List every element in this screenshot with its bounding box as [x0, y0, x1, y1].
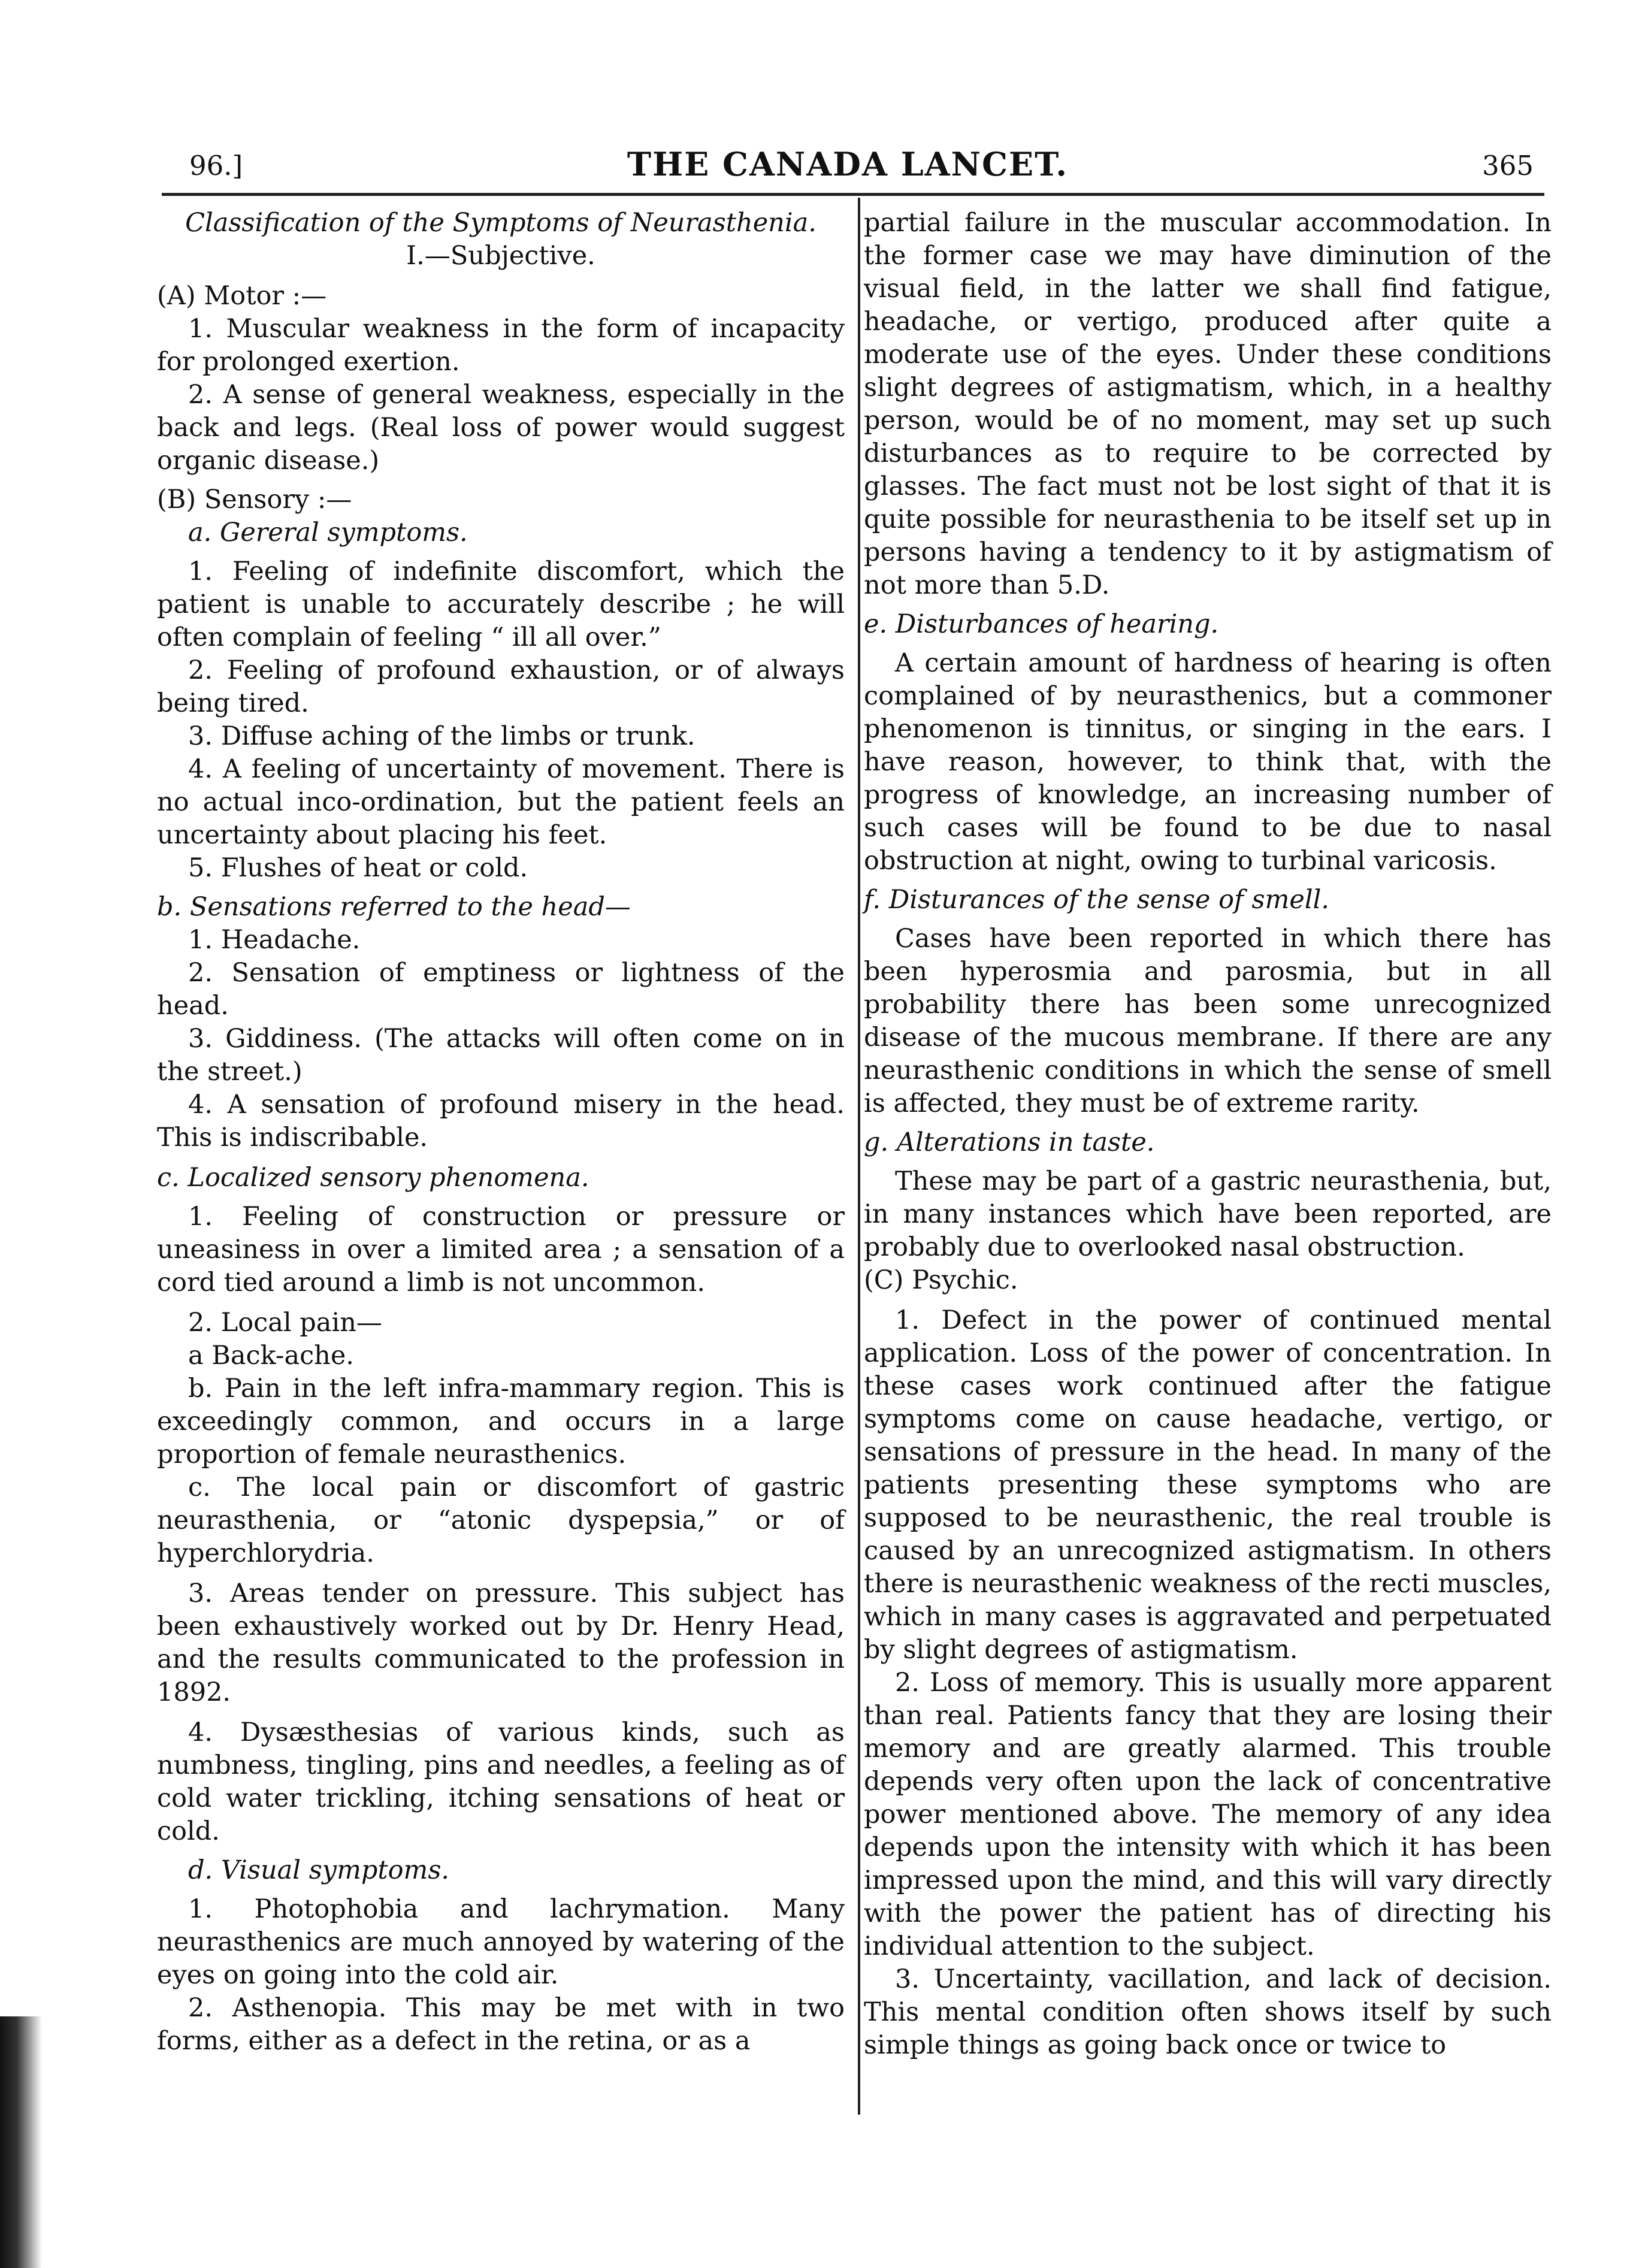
paragraph: c. The local pain or discomfort of gastric neurasthenia, or “atonic dyspepsia,” or of hyperchlorydria. [157, 1472, 845, 1568]
header-rule [162, 193, 1544, 196]
journal-title: THE CANADA LANCET. [627, 145, 1069, 183]
paragraph: 2. Loss of memory. This is usually more apparent than real. Patients fancy that they are losing their memory and are greatly alarmed. This trouble depends very often upon the lack of concentrative power mentioned above. The memory of any idea depends upon the intensity with which it has been impressed upon the mind, and this will vary directly with the power the patient has of directing his individual attention to the subject. [864, 1668, 1552, 1961]
paragraph: These may be part of a gastric neurasthenia, but, in many instances which have been reported, are probably due to overlooked nasal obstruction. [864, 1166, 1552, 1262]
paragraph: I.—Subjective. [406, 241, 595, 271]
paragraph: 5. Flushes of heat or cold. [188, 853, 528, 883]
paragraph: 4. Dysæsthesias of various kinds, such as numbness, tingling, pins and needles, a feeling as of cold water trickling, itching sensations of heat or cold. [157, 1717, 845, 1846]
paragraph: b. Sensations referred to the head— [157, 892, 631, 922]
paragraph: 2. Asthenopia. This may be met with in two forms, either as a defect in the retina, or as a [157, 1993, 845, 2056]
paragraph: (C) Psychic. [864, 1265, 1018, 1295]
paragraph: a Back-ache. [188, 1341, 354, 1371]
paragraph: 1. Photophobia and lachrymation. Many neurasthenics are much annoyed by watering of the eyes on going into the cold air. [157, 1894, 845, 1990]
scan-edge-shadow [0, 2016, 42, 2268]
paragraph: 4. A feeling of uncertainty of movement. There is no actual inco-ordination, but the patient feels an uncertainty about placing his feet. [157, 754, 845, 850]
paragraph: 4. A sensation of profound misery in the head. This is indiscribable. [157, 1090, 845, 1153]
paragraph: 3. Giddiness. (The attacks will often come on in the street.) [157, 1024, 845, 1087]
paragraph: 2. Local pain— [188, 1308, 382, 1338]
paragraph: a. Gereral symptoms. [188, 518, 468, 548]
paragraph: 2. Feeling of profound exhaustion, or of always being tired. [157, 655, 845, 718]
paragraph: c. Localized sensory phenomena. [157, 1163, 589, 1193]
paragraph: 1. Defect in the power of continued mental application. Loss of the power of concentration. In these cases work continued after the fatigue symptoms come on cause headache, vertigo, or sensations of pressure in the head. In many of the patients presenting these symptoms who are supposed to be neurasthenic, the real trouble is caused by an unrecognized astigmatism. In others there is neurasthenic weakness of the recti muscles, which in many cases is aggravated and perpetuated by slight degrees of astigmatism. [864, 1305, 1552, 1665]
page-number: 365 [1482, 150, 1534, 182]
paragraph: 2. A sense of general weakness, especially in the back and legs. (Real loss of power would suggest organic disease.) [157, 380, 845, 476]
paragraph: A certain amount of hardness of hearing is often complained of by neurasthenics, but a commoner phenomenon is tinnitus, or singing in the ears. I have reason, however, to think that, with the progress of knowledge, an increasing number of such cases will be found to be due to nasal obstruction at night, owing to turbinal varicosis. [864, 648, 1552, 876]
paragraph: (A) Motor :— [157, 281, 327, 311]
paragraph: Classification of the Symptoms of Neurasthenia. [185, 208, 817, 238]
paragraph: 1. Feeling of indefinite discomfort, which the patient is unable to accurately describe ; he will often complain of feeling “ ill all over.” [157, 557, 845, 652]
paragraph: 1. Muscular weakness in the form of incapacity for prolonged exertion. [157, 314, 845, 377]
header-volume-number: 96.] [189, 150, 243, 182]
paragraph: 3. Areas tender on pressure. This subject has been exhaustively worked out by Dr. Henry Head, and the results communicated to the profession in 1892. [157, 1578, 845, 1707]
paragraph: 3. Diffuse aching of the limbs or trunk. [188, 721, 695, 751]
paragraph: partial failure in the muscular accommodation. In the former case we may have diminution of the visual field, in the latter we shall find fatigue, headache, or vertigo, produced after quite a moderate use of the eyes. Under these conditions slight degrees of astigmatism, which, in a healthy person, would be of no moment, may set up such disturbances as to require to be corrected by glasses. The fact must not be lost sight of that it is quite possible for neurasthenia to be itself set up in persons having a tendency to it by astigmatism of not more than 5.D. [864, 208, 1552, 600]
paragraph: 3. Uncertainty, vacillation, and lack of decision. This mental condition often shows itself by such simple things as going back once or twice to [864, 1964, 1552, 2060]
paragraph: b. Pain in the left infra-mammary region. This is exceedingly common, and occurs in a large proportion of female neurasthenics. [157, 1374, 845, 1469]
column-divider [858, 198, 860, 2115]
paragraph: (B) Sensory :— [157, 485, 352, 515]
left-column [157, 207, 845, 2058]
running-header [162, 137, 1534, 190]
paragraph: 2. Sensation of emptiness or lightness of the head. [157, 958, 845, 1021]
paragraph: e. Disturbances of hearing. [864, 609, 1219, 639]
paragraph: f. Disturances of the sense of smell. [864, 885, 1330, 915]
paragraph: g. Alterations in taste. [864, 1127, 1155, 1157]
paragraph: Cases have been reported in which there has been hyperosmia and parosmia, but in all probability there has been some unrecognized disease of the mucous membrane. If there are any neurasthenic conditions in which the sense of smell is affected, they must be of extreme rarity. [864, 924, 1552, 1118]
right-column [864, 207, 1552, 2062]
paragraph: 1. Headache. [188, 925, 361, 955]
paragraph: d. Visual symptoms. [188, 1855, 450, 1885]
paragraph: 1. Feeling of construction or pressure or uneasiness in over a limited area ; a sensation of a cord tied around a limb is not uncommon. [157, 1202, 845, 1298]
